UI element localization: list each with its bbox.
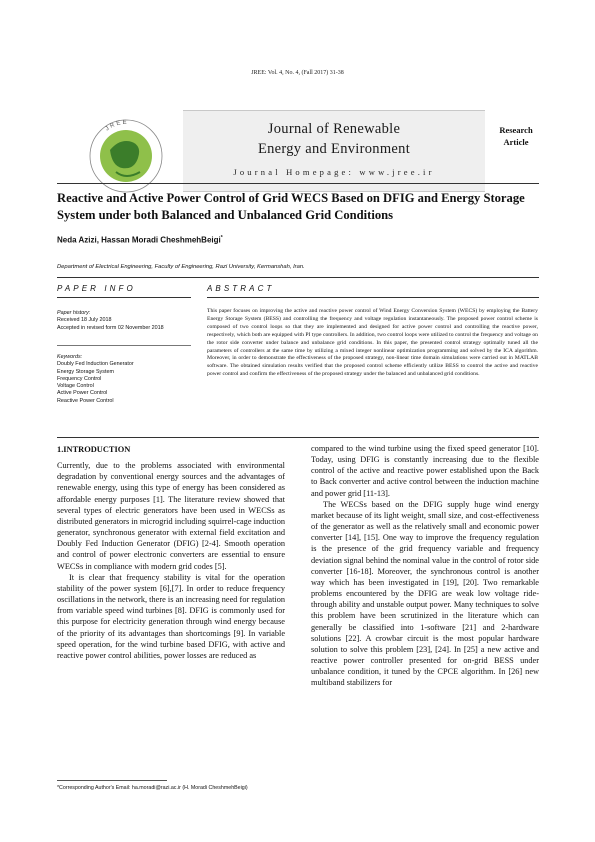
keywords-label: Keywords: <box>57 354 83 360</box>
affiliation: Department of Electrical Engineering, Faculty of Engineering, Razi University, Kermanshah, Iran. <box>57 264 305 270</box>
body-paragraph: The WECSs based on the DFIG supply huge wind energy market because of its light weight, small size, and cost-effectiveness of the generator as well as the relatively small and economic power converter [14], [15]. One way to improve the frequency regulation is the presence of the grid frequency variable and frequency deviation signal behind the nominal value in the control of rotor side converter [16-18]. Moreover, the synchronous control is another way which has been investigated in [19], [20]. Two remarkable problems encountered by the DFIG are weak low voltage ride-through ability and unstable output power. Many techniques to solve this problem have been scrutinized in the literature which can generally be classified into 1-software [21] and 2-hardware solutions [22]. A crowbar circuit is the most popular hardware solution to solve this problem [23], [24]. In [25] a new active and reactive power controller presented for on-grid BESS under unbalance condition, it tuned by the CPCE algorithm. In [26] new multiband stabilizers for <box>311 499 539 688</box>
header-rule <box>57 183 539 184</box>
body-paragraph: It is clear that frequency stability is vital for the operation stability of the power system [6],[7]. In order to reduce frequency oscillations in the network, there is an increasing need for regulation from variable speed wind turbines [8]. DFIG is commonly used for this purpose for electricity generation through wind energy because of the priority of its advantages than shortcomings [9]. In variable speed operation, for the wind turbine based DFIG, with active and reactive power control abilities, power losses are reduced as <box>57 572 285 660</box>
paper-info-rule <box>57 297 191 298</box>
article-type-line2: Article <box>503 137 529 147</box>
keyword-item: Voltage Control <box>57 383 94 390</box>
keyword-item: Active Power Control <box>57 390 108 397</box>
journal-name-line1: Journal of Renewable <box>267 121 401 137</box>
logo-arc-text: JREE <box>104 119 129 133</box>
body-left-column <box>57 444 285 661</box>
paper-title: Reactive and Active Power Control of Grid WECS Based on DFIG and Energy Storage System under both Balanced and Unbalanced Grid Conditions <box>57 191 525 222</box>
body-paragraph: compared to the wind turbine using the fixed speed generator [10]. Today, using DFIG is constantly increasing due to the flexible control of the active and reactive power established upon the Back to Back converter and active control between the induction machine and power grid [11-13]. <box>311 444 539 498</box>
journal-name-line2: Energy and Environment <box>257 141 411 157</box>
footnote-rule <box>57 780 167 781</box>
front-matter-rule <box>57 437 539 438</box>
journal-homepage[interactable]: Journal Homepage: www.jree.ir <box>233 167 435 177</box>
keywords <box>57 354 197 405</box>
authors-names: Neda Azizi, Hassan Moradi CheshmehBeigi <box>57 235 221 245</box>
keyword-item: Doubly Fed Induction Generator <box>57 361 134 368</box>
authors <box>57 235 537 245</box>
keyword-item: Energy Storage System <box>57 368 114 375</box>
corresponding-author-footnote: *Corresponding Author's Email: ha.moradi@razi.ac.ir (H. Moradi CheshmehBeigi) <box>57 785 248 791</box>
paper-history-rule <box>57 345 191 346</box>
journal-title-box <box>183 110 485 192</box>
corresponding-author-mark: * <box>220 235 223 241</box>
abstract-text: This paper focuses on improving the active and reactive power control of Wind Energy Conversion System (WECS) by employing the Battery Energy Storage System (BESS) and controlling the frequency and voltage regulation instantaneously. The proposed power control scheme is composed of two control loops so that they are implemented and designed for active power control and controlling the reactive power, respectively, which both are equipped with PI type controllers. In addition, two control loops were utilized to control the frequency and voltage on the rotor side converter under balance and unbalance grid conditions. In this paper, the presented control strategy optimally tuned all the parameters of controllers at the same time by utilizing a mixed integer nonlinear optimization programming and solved by the ICA algorithm. Moreover, in order to demonstrate the effectiveness of the proposed strategy, non-linear time domain simulations were carried out in MATLAB software. The obtained simulation results verified that the proposed control scheme efficiently utilize BESS to control the active and reactive power control and confirm the effectiveness of the proposed strategy under the balanced and unbalanced grid conditions. <box>207 308 538 378</box>
affiliation-rule <box>57 277 539 278</box>
keyword-item: Frequency Control <box>57 375 102 382</box>
received-date: Received 18 July 2018 <box>57 317 112 324</box>
accepted-date: Accepted in revised form 02 November 2018 <box>57 324 164 331</box>
article-type-line1: Research <box>499 125 533 135</box>
paper-history <box>57 310 197 332</box>
abstract-heading: ABSTRACT <box>207 284 275 293</box>
body-paragraph: Currently, due to the problems associated with environmental degradation by conventional energy sources and the advantages of renewable energy, using this type of energy has been considered as affordable energy purposes [1]. The literature review showed that several types of electric generators have been used in WECSs as distributed generators in microgrid including squirrel-cage induction generator, synchronous generator with external field excitation and Doubly Fed Induction Generator (DFIG) [2-4]. Smooth operation and control of power electronic converters are essential to ensure WECSs in compliance with modern grid codes [5]. <box>57 461 285 571</box>
body-right-column <box>311 443 539 688</box>
abstract-rule <box>207 297 539 298</box>
running-head: JREE: Vol. 4, No. 4, (Fall 2017) 31-38 <box>251 70 344 76</box>
section-heading: 1.INTRODUCTION <box>57 445 131 454</box>
paper-info-heading: PAPER INFO <box>57 284 136 293</box>
journal-logo-icon <box>80 110 172 198</box>
keyword-item: Reactive Power Control <box>57 397 114 404</box>
paper-history-label: Paper history: <box>57 310 91 316</box>
